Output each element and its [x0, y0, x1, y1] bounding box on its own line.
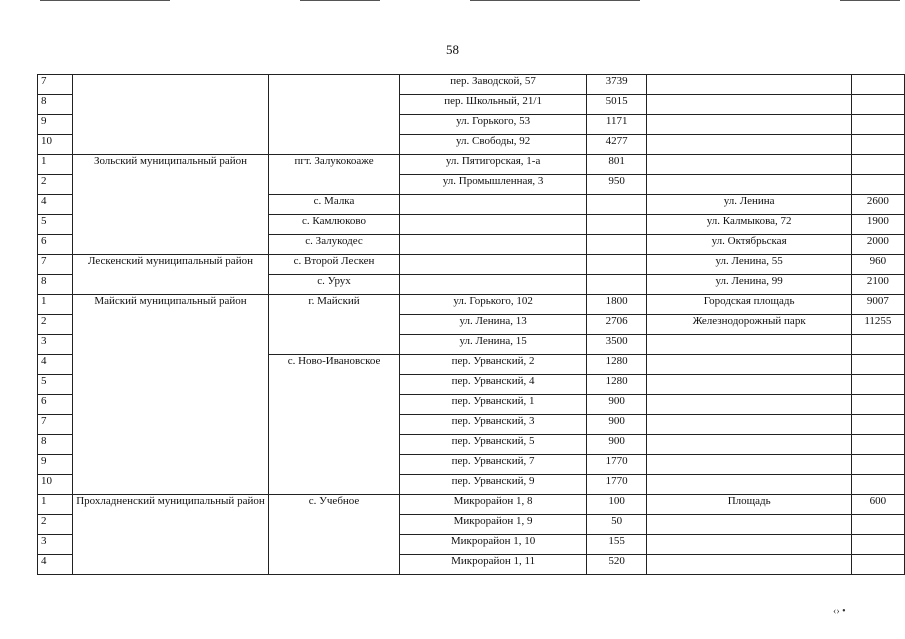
value-cell: 1280 [586, 375, 647, 395]
value2-cell: 9007 [851, 295, 904, 315]
district-cell: Лескенский муниципальный район [73, 255, 269, 295]
address-cell [400, 235, 587, 255]
value2-cell [851, 95, 904, 115]
settlement-cell: с. Ново-Ивановское [268, 355, 400, 495]
row-number: 4 [38, 555, 73, 575]
address2-cell [647, 115, 851, 135]
value-cell [586, 235, 647, 255]
district-cell: Зольский муниципальный район [73, 155, 269, 255]
address-cell: ул. Горького, 102 [400, 295, 587, 315]
scan-artifact-line [300, 0, 380, 1]
row-number: 9 [38, 455, 73, 475]
row-number: 6 [38, 395, 73, 415]
row-number: 2 [38, 515, 73, 535]
value-cell: 100 [586, 495, 647, 515]
address-cell: пер. Урванский, 4 [400, 375, 587, 395]
address2-cell: ул. Октябрьская [647, 235, 851, 255]
footer-mark: ‹› • [833, 606, 846, 617]
row-number: 1 [38, 295, 73, 315]
address2-cell [647, 435, 851, 455]
address-cell: Микрорайон 1, 10 [400, 535, 587, 555]
settlement-cell: с. Камлюково [268, 215, 400, 235]
page-number: 58 [446, 42, 459, 57]
value2-cell [851, 375, 904, 395]
value-cell: 2706 [586, 315, 647, 335]
address2-cell [647, 375, 851, 395]
settlement-cell: пгт. Залукокоаже [268, 155, 400, 195]
value-cell: 3739 [586, 75, 647, 95]
row-number: 3 [38, 535, 73, 555]
value2-cell [851, 135, 904, 155]
address2-cell: ул. Ленина, 55 [647, 255, 851, 275]
value2-cell [851, 175, 904, 195]
district-cell: Майский муниципальный район [73, 295, 269, 495]
value2-cell [851, 455, 904, 475]
address2-cell: ул. Ленина [647, 195, 851, 215]
value-cell: 950 [586, 175, 647, 195]
table-row [38, 155, 905, 175]
row-number: 4 [38, 355, 73, 375]
district-cell: Прохладненский муниципальный район [73, 495, 269, 575]
value2-cell [851, 75, 904, 95]
value2-cell [851, 515, 904, 535]
value2-cell: 1900 [851, 215, 904, 235]
value2-cell [851, 415, 904, 435]
row-number: 6 [38, 235, 73, 255]
value-cell [586, 275, 647, 295]
address2-cell: ул. Калмыкова, 72 [647, 215, 851, 235]
row-number: 1 [38, 155, 73, 175]
value-cell: 900 [586, 415, 647, 435]
row-number: 1 [38, 495, 73, 515]
address2-cell [647, 415, 851, 435]
value2-cell [851, 555, 904, 575]
table-row [38, 295, 905, 315]
address-cell [400, 195, 587, 215]
row-number: 7 [38, 415, 73, 435]
address-cell: пер. Урванский, 7 [400, 455, 587, 475]
settlement-cell [268, 75, 400, 155]
row-number: 5 [38, 215, 73, 235]
value2-cell [851, 435, 904, 455]
value-cell: 4277 [586, 135, 647, 155]
value2-cell: 11255 [851, 315, 904, 335]
address2-cell: Железнодорожный парк [647, 315, 851, 335]
table-row [38, 255, 905, 275]
address-cell: Микрорайон 1, 11 [400, 555, 587, 575]
address-cell: ул. Ленина, 13 [400, 315, 587, 335]
address-cell: Микрорайон 1, 8 [400, 495, 587, 515]
value-cell: 520 [586, 555, 647, 575]
settlement-cell: г. Майский [268, 295, 400, 355]
scan-artifact-line [40, 0, 170, 1]
value2-cell: 2000 [851, 235, 904, 255]
table-row [38, 495, 905, 515]
address2-cell [647, 535, 851, 555]
value-cell: 900 [586, 435, 647, 455]
address2-cell: Городская площадь [647, 295, 851, 315]
row-number: 8 [38, 435, 73, 455]
address2-cell [647, 135, 851, 155]
settlement-cell: с. Учебное [268, 495, 400, 575]
address-cell: пер. Урванский, 1 [400, 395, 587, 415]
address-table [37, 74, 905, 575]
value2-cell: 600 [851, 495, 904, 515]
value-cell: 900 [586, 395, 647, 415]
value2-cell: 2600 [851, 195, 904, 215]
address-cell [400, 275, 587, 295]
value-cell: 1171 [586, 115, 647, 135]
value-cell: 3500 [586, 335, 647, 355]
address2-cell [647, 355, 851, 375]
settlement-cell: с. Залукодес [268, 235, 400, 255]
row-number: 7 [38, 75, 73, 95]
value2-cell: 960 [851, 255, 904, 275]
address2-cell [647, 515, 851, 535]
address-cell: ул. Горького, 53 [400, 115, 587, 135]
value-cell: 155 [586, 535, 647, 555]
value2-cell [851, 155, 904, 175]
address2-cell [647, 155, 851, 175]
row-number: 3 [38, 335, 73, 355]
address-cell [400, 215, 587, 235]
row-number: 8 [38, 95, 73, 115]
address-cell: Микрорайон 1, 9 [400, 515, 587, 535]
row-number: 10 [38, 135, 73, 155]
address2-cell [647, 335, 851, 355]
value2-cell: 2100 [851, 275, 904, 295]
value-cell: 1770 [586, 475, 647, 495]
value-cell [586, 215, 647, 235]
value2-cell [851, 115, 904, 135]
value2-cell [851, 475, 904, 495]
address-cell: ул. Пятигорская, 1-а [400, 155, 587, 175]
address2-cell [647, 455, 851, 475]
value-cell: 1770 [586, 455, 647, 475]
address-cell [400, 255, 587, 275]
value2-cell [851, 395, 904, 415]
value-cell [586, 255, 647, 275]
address2-cell: ул. Ленина, 99 [647, 275, 851, 295]
row-number: 2 [38, 175, 73, 195]
table-row [38, 75, 905, 95]
address-cell: пер. Урванский, 2 [400, 355, 587, 375]
address2-cell [647, 395, 851, 415]
settlement-cell: с. Второй Лескен [268, 255, 400, 275]
address-cell: ул. Ленина, 15 [400, 335, 587, 355]
row-number: 8 [38, 275, 73, 295]
row-number: 10 [38, 475, 73, 495]
value-cell: 801 [586, 155, 647, 175]
row-number: 7 [38, 255, 73, 275]
row-number: 5 [38, 375, 73, 395]
address-cell: пер. Урванский, 3 [400, 415, 587, 435]
address-cell: пер. Урванский, 5 [400, 435, 587, 455]
address2-cell [647, 95, 851, 115]
value-cell: 50 [586, 515, 647, 535]
address2-cell [647, 175, 851, 195]
value2-cell [851, 335, 904, 355]
row-number: 2 [38, 315, 73, 335]
address-cell: пер. Школьный, 21/1 [400, 95, 587, 115]
district-cell [73, 75, 269, 155]
value2-cell [851, 355, 904, 375]
address2-cell [647, 555, 851, 575]
value-cell: 1280 [586, 355, 647, 375]
value-cell [586, 195, 647, 215]
address-cell: пер. Заводской, 57 [400, 75, 587, 95]
value2-cell [851, 535, 904, 555]
address2-cell [647, 75, 851, 95]
row-number: 4 [38, 195, 73, 215]
address-cell: ул. Свободы, 92 [400, 135, 587, 155]
row-number: 9 [38, 115, 73, 135]
settlement-cell: с. Урух [268, 275, 400, 295]
address2-cell: Площадь [647, 495, 851, 515]
scan-artifact-line [840, 0, 900, 1]
address-cell: пер. Урванский, 9 [400, 475, 587, 495]
address2-cell [647, 475, 851, 495]
value-cell: 5015 [586, 95, 647, 115]
scan-artifact-line [470, 0, 640, 1]
settlement-cell: с. Малка [268, 195, 400, 215]
value-cell: 1800 [586, 295, 647, 315]
address-cell: ул. Промышленная, 3 [400, 175, 587, 195]
